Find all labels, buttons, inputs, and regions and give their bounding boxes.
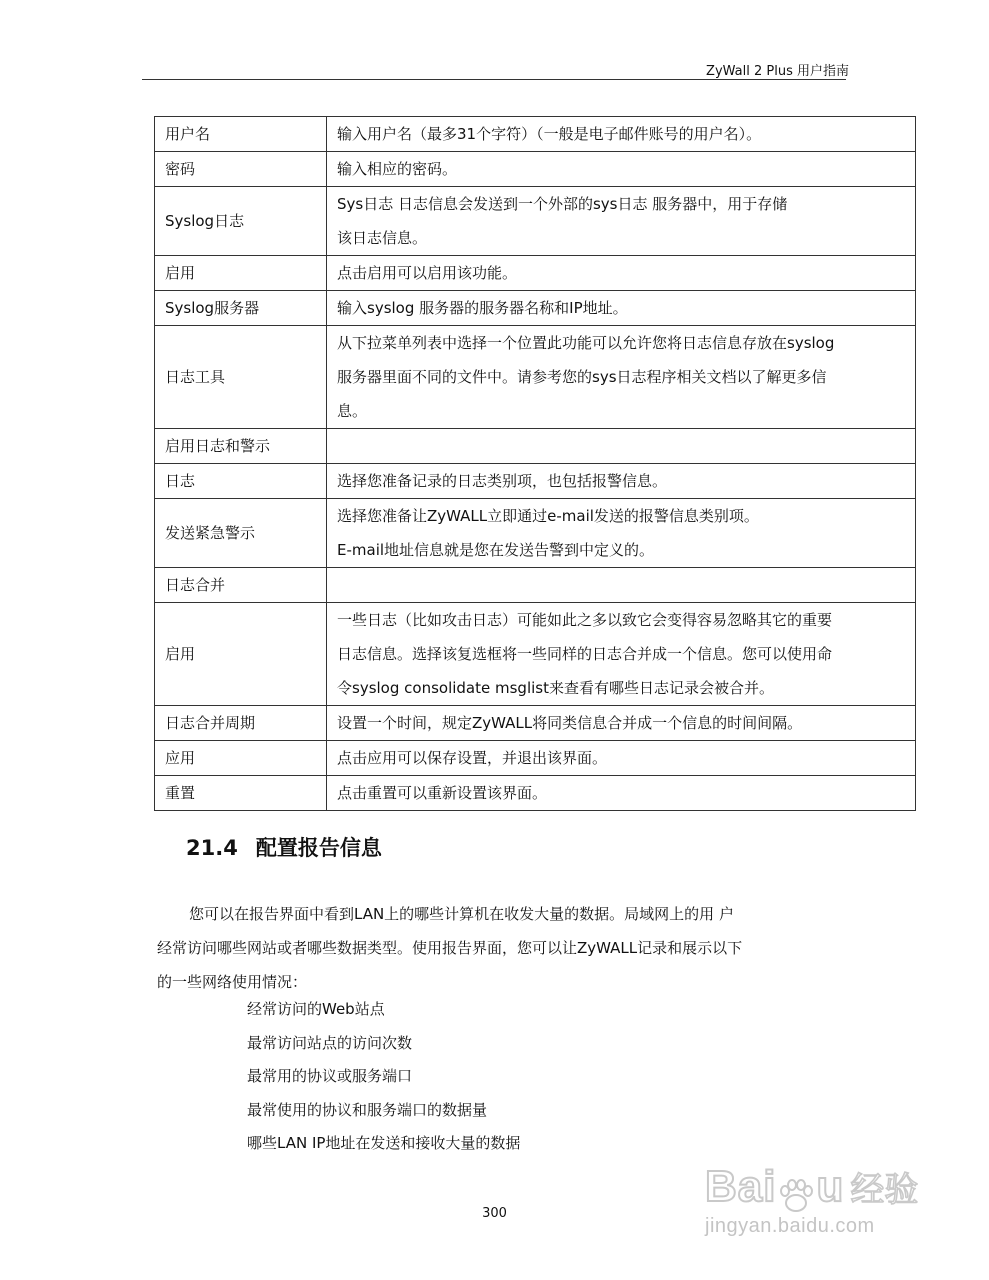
row-label: 密码	[155, 152, 327, 187]
description-line: 点击启用可以启用该功能。	[337, 264, 518, 282]
description-line	[337, 429, 915, 463]
watermark-brand: Bai	[705, 1162, 777, 1211]
list-item: 经常访问的Web站点	[247, 1000, 385, 1018]
row-description	[327, 706, 916, 741]
row-description	[327, 603, 916, 706]
row-description	[327, 187, 916, 256]
row-label: Syslog服务器	[155, 291, 327, 326]
row-description	[327, 741, 916, 776]
watermark-url: jingyan.baidu.com	[705, 1214, 875, 1237]
section-number: 21.4	[186, 836, 238, 860]
description-line: 点击应用可以保存设置，并退出该界面。	[337, 749, 608, 767]
table-row	[155, 429, 916, 464]
table-row	[155, 741, 916, 776]
row-label: 重置	[155, 776, 327, 811]
table-row	[155, 776, 916, 811]
table-row	[155, 152, 916, 187]
row-label: 用户名	[155, 117, 327, 152]
row-description	[327, 256, 916, 291]
row-description	[327, 326, 916, 429]
field-description-table	[154, 116, 916, 811]
description-line: 选择您准备记录的日志类别项，也包括报警信息。	[337, 472, 668, 490]
table-row	[155, 187, 916, 256]
row-label: 日志工具	[155, 326, 327, 429]
row-label: 启用	[155, 603, 327, 706]
table-row	[155, 326, 916, 429]
row-description	[327, 776, 916, 811]
description-line: E-mail地址信息就是您在发送告警到中定义的。	[337, 541, 655, 559]
description-line: 从下拉菜单列表中选择一个位置此功能可以允许您将日志信息存放在syslog	[337, 334, 835, 352]
description-line: Sys日志 日志信息会发送到一个外部的sys日志 服务器中，用于存储	[337, 195, 788, 213]
description-line: 设置一个时间，规定ZyWALL将同类信息合并成一个信息的时间间隔。	[337, 714, 803, 732]
list-item: 哪些LAN IP地址在发送和接收大量的数据	[247, 1134, 521, 1152]
list-item: 最常用的协议或服务端口	[247, 1067, 413, 1085]
description-line: 令syslog consolidate msglist来查看有哪些日志记录会被合并。	[337, 679, 774, 697]
description-line: 一些日志（比如攻击日志）可能如此之多以致它会变得容易忽略其它的重要	[337, 611, 833, 629]
row-label: 日志合并周期	[155, 706, 327, 741]
paragraph-line: 的一些网络使用情况：	[157, 973, 308, 991]
section-heading	[186, 832, 382, 862]
table-row	[155, 117, 916, 152]
description-line: 输入syslog 服务器的服务器名称和IP地址。	[337, 299, 628, 317]
description-line: 选择您准备让ZyWALL立即通过e-mail发送的报警信息类别项。	[337, 507, 759, 525]
table-row	[155, 256, 916, 291]
header-divider	[142, 79, 846, 80]
table-row	[155, 291, 916, 326]
network-usage-list	[247, 993, 520, 1161]
row-label: 发送紧急警示	[155, 499, 327, 568]
row-label: Syslog日志	[155, 187, 327, 256]
paragraph-line: 您可以在报告界面中看到LAN上的哪些计算机在收发大量的数据。局域网上的用 户	[189, 905, 734, 923]
description-line	[337, 568, 915, 602]
paragraph-line: 经常访问哪些网站或者哪些数据类型。使用报告界面，您可以让ZyWALL记录和展示以下	[157, 939, 743, 957]
list-item: 最常使用的协议和服务端口的数据量	[247, 1100, 488, 1119]
row-description	[327, 429, 916, 464]
paw-icon	[776, 1177, 816, 1217]
row-label: 日志	[155, 464, 327, 499]
table-row	[155, 499, 916, 568]
table-row	[155, 603, 916, 706]
row-description	[327, 117, 916, 152]
row-description	[327, 568, 916, 603]
row-label: 启用	[155, 256, 327, 291]
description-line: 输入相应的密码。	[337, 160, 458, 178]
description-line: 服务器里面不同的文件中。请参考您的sys日志程序相关文档以了解更多信	[337, 368, 827, 386]
page-header-title: ZyWall 2 Plus 用户指南	[706, 64, 849, 79]
row-label: 启用日志和警示	[155, 429, 327, 464]
row-label: 应用	[155, 741, 327, 776]
row-description	[327, 499, 916, 568]
list-item: 最常访问站点的访问次数	[247, 1033, 413, 1052]
watermark-brand-cn: 经验	[850, 1170, 919, 1210]
row-label: 日志合并	[155, 568, 327, 603]
table-row	[155, 568, 916, 603]
row-description	[327, 291, 916, 326]
table-row	[155, 706, 916, 741]
description-line: 日志信息。选择该复选框将一些同样的日志合并成一个信息。您可以使用命	[337, 645, 833, 663]
row-description	[327, 464, 916, 499]
description-line: 该日志信息。	[337, 229, 428, 247]
intro-paragraph	[157, 897, 837, 999]
row-description	[327, 152, 916, 187]
baidu-jingyan-watermark	[705, 1162, 940, 1250]
table-row	[155, 464, 916, 499]
description-line: 点击重置可以重新设置该界面。	[337, 784, 548, 802]
page-number: 300	[482, 1206, 507, 1221]
description-line: 息。	[337, 402, 368, 420]
description-line: 输入用户名（最多31个字符）（一般是电子邮件账号的用户名）。	[337, 125, 762, 143]
section-title: 配置报告信息	[255, 836, 382, 860]
watermark-brand-2: u	[816, 1162, 845, 1211]
